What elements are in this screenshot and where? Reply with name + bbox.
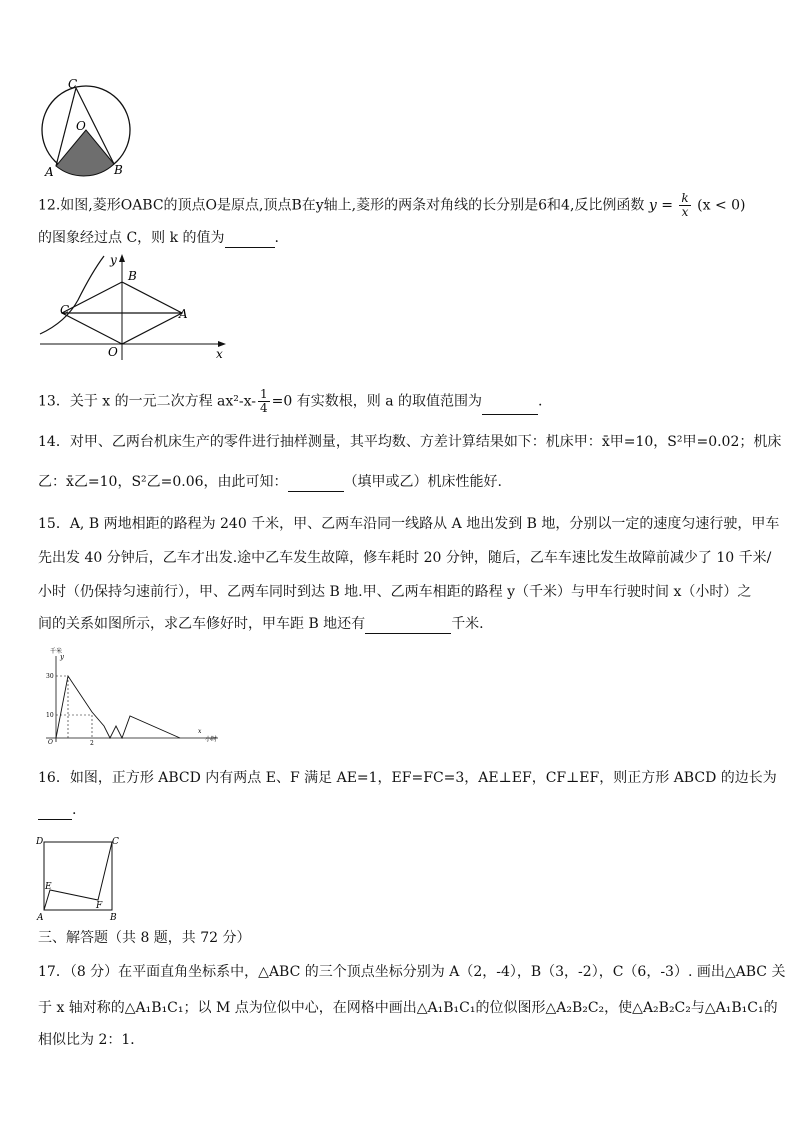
q13-text-a: 13．关于 x 的一元二次方程 ax²-x-: [38, 393, 257, 410]
q13-line: [38, 388, 542, 415]
label-b: B: [128, 269, 137, 283]
q16-answer-blank[interactable]: [38, 805, 72, 820]
q17-line3: 相似比为 2：1．: [38, 1032, 145, 1048]
tick-30: 30: [46, 673, 54, 680]
q13-answer-blank[interactable]: [482, 400, 538, 415]
q12-cond: (x < 0): [697, 197, 746, 214]
q14-line2-a: 乙：: [38, 474, 66, 490]
q12-answer-blank[interactable]: [225, 233, 275, 248]
label-x: x: [216, 347, 223, 361]
q15-end: 千米.: [451, 616, 484, 632]
q15-answer-blank[interactable]: [365, 619, 451, 634]
q13-fraction: [258, 388, 270, 415]
q15-line4: [38, 614, 484, 634]
q14-var-a: S²甲=0.02；机床: [667, 434, 782, 450]
xvar-text: x: [198, 728, 202, 735]
distance-line: [56, 676, 180, 738]
q12-line1: [38, 192, 746, 219]
q12-line2: [38, 228, 279, 248]
hyperbola-curve: [40, 256, 104, 334]
q14-mean-a: x̄甲=10，: [601, 434, 668, 450]
q12-frac-num: k: [681, 191, 689, 205]
q14-line1: [38, 432, 781, 452]
tick-2: 2: [90, 740, 94, 747]
yvar-text: y: [60, 653, 64, 661]
q11-circle-figure: [36, 78, 136, 180]
q14-line2-b: （填甲或乙）机床性能好.: [343, 474, 503, 490]
q12-rhombus-figure: [36, 252, 236, 364]
path-aefc: [44, 842, 112, 910]
shaded-sector: [56, 130, 114, 176]
label-c: C: [60, 303, 70, 317]
q13-frac-den: 4: [260, 401, 268, 415]
label-f: F: [96, 901, 103, 911]
q14-line2: [38, 472, 502, 492]
q12-end: .: [274, 230, 279, 246]
q15-line2: 先出发 40 分钟后，乙车才出发.途中乙车发生故障，修车耗时 20 分钟，随后，乙车车速比发生故障前减少了 10 千米/: [38, 550, 772, 566]
q16-line1: 16．如图，正方形 ABCD 内有两点 E、F 满足 AE=1，EF=FC=3，AE⊥EF，CF⊥EF，则正方形 ABCD 的边长为: [38, 770, 777, 786]
label-d: D: [36, 837, 44, 847]
q13-end: .: [538, 393, 543, 410]
label-o: O: [108, 345, 118, 359]
label-o: O: [76, 119, 86, 133]
label-b: B: [110, 913, 117, 922]
q14-var-b: S²乙=0.06，由此可知：: [131, 474, 288, 490]
label-a: A: [37, 913, 44, 922]
q17-line2: 于 x 轴对称的△A₁B₁C₁；以 M 点为位似中心，在网格中画出△A₁B₁C₁的位似图形△A₂B₂C₂，使△A₂B₂C₂与△A₁B₁C₁的: [38, 1000, 778, 1016]
q15-line4-text: 间的关系如图所示，求乙车修好时，甲车距 B 地还有: [38, 616, 366, 632]
label-b: B: [114, 163, 123, 177]
section-title: 三、解答题（共 8 题，共 72 分）: [38, 930, 251, 946]
q15-line3: 小时（仍保持匀速前行），甲、乙两车同时到达 B 地.甲、乙两车相距的路程 y（千米）与甲车行驶时间 x（小时）之: [38, 584, 752, 600]
q17-line1: 17．（8 分）在平面直角坐标系中，△ABC 的三个顶点坐标分别为 A（2，-4），B（3，-2），C（6，-3）. 画出△ABC 关: [38, 964, 786, 980]
square-abcd: [44, 842, 112, 910]
label-c: C: [112, 837, 119, 847]
ylabel-text: 千米: [50, 648, 63, 655]
q12-line2-text: 的图象经过点 C，则 k 的值为: [38, 230, 225, 246]
q12-frac-den: x: [681, 205, 689, 219]
q13-text-b: =0 有实数根，则 a 的取值范围为: [271, 393, 483, 410]
origin-label: O: [48, 739, 53, 746]
xlabel-text: 小时: [205, 736, 218, 743]
y-axis-arrow: [119, 254, 125, 262]
q16-line2: [38, 800, 76, 820]
q14-line1-text: 14．对甲、乙两台机床生产的零件进行抽样测量，其平均数、方差计算结果如下：机床甲：: [38, 434, 602, 450]
label-a: A: [179, 307, 188, 321]
q15-distance-chart: [40, 646, 230, 750]
q13-frac-num: 1: [260, 387, 268, 401]
q12-func: y =: [648, 197, 673, 214]
q14-mean-b: x̄乙=10，: [66, 474, 132, 490]
tick-10: 10: [46, 712, 54, 719]
label-e: E: [45, 882, 52, 892]
q15-line1: 15．A, B 两地相距的路程为 240 千米，甲、乙两车沿同一线路从 A 地出发到 B 地，分别以一定的速度匀速行驶，甲车: [38, 516, 780, 532]
label-c: C: [68, 78, 78, 91]
q16-end: .: [72, 802, 77, 818]
q12-fraction: [679, 192, 690, 219]
label-a: A: [45, 165, 54, 179]
q12-text: 12.如图,菱形OABC的顶点O是原点,顶点B在y轴上,菱形的两条对角线的长分别是6和4,反比例函数: [38, 197, 645, 214]
q16-square-figure: [36, 832, 126, 922]
label-y: y: [110, 253, 117, 267]
q14-answer-blank[interactable]: [288, 477, 344, 492]
